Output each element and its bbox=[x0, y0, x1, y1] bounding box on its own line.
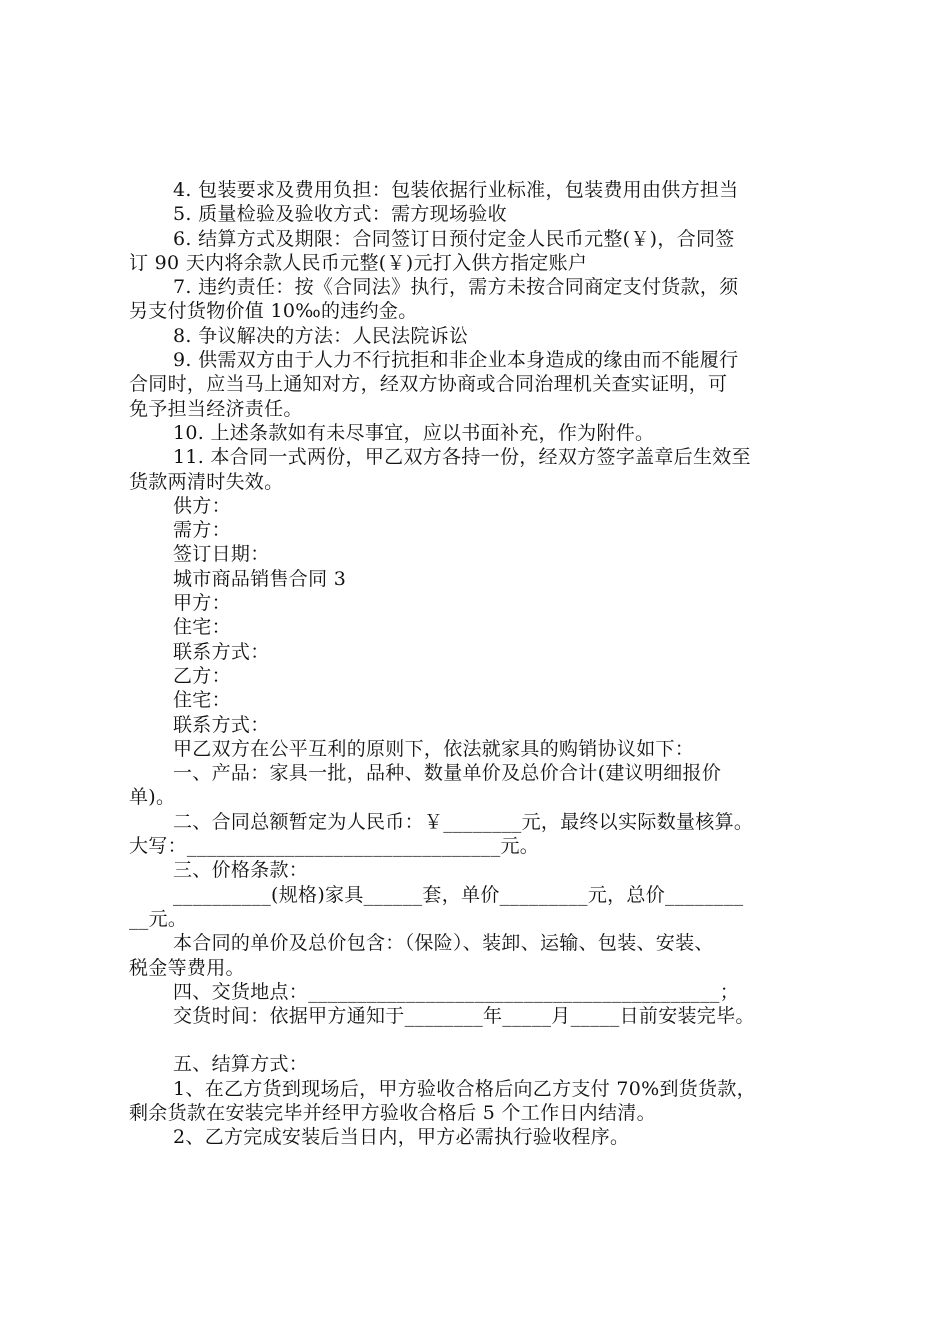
section-3-line-2: __元。 bbox=[129, 907, 188, 930]
settlement-item-2: 2、乙方完成安装后当日内，甲方必需执行验收程序。 bbox=[173, 1126, 630, 1149]
section-3-heading: 三、价格条款： bbox=[173, 859, 309, 882]
section-3-line-1: __________(规格)家具______套，单价_________元，总价________ bbox=[173, 883, 744, 906]
sign-date-label: 签订日期： bbox=[173, 543, 270, 566]
buyer-label: 需方： bbox=[173, 519, 231, 542]
party-b-contact-label: 联系方式： bbox=[173, 713, 270, 736]
party-b-label: 乙方： bbox=[173, 664, 231, 687]
clause-6-line-2: 订 90 天内将余款人民币元整(￥)元打入供方指定账户 bbox=[129, 251, 588, 274]
section-5-heading: 五、结算方式： bbox=[173, 1053, 309, 1076]
party-a-contact-label: 联系方式： bbox=[173, 640, 270, 663]
document-body bbox=[129, 178, 841, 1150]
clause-8: 8. 争议解决的方法：人民法院诉讼 bbox=[173, 324, 469, 347]
clause-5: 5. 质量检验及验收方式：需方现场验收 bbox=[173, 203, 507, 226]
delivery-time: 交货时间：依据甲方通知于________年_____月_____日前安装完毕。 bbox=[173, 1005, 755, 1028]
settlement-item-1-line-2: 剩余货款在安装完毕并经甲方验收合格后 5 个工作日内结清。 bbox=[129, 1101, 656, 1124]
section-4-delivery-place: 四、交货地点：__________________________________________； bbox=[173, 980, 739, 1003]
section-1-line-2: 单)。 bbox=[129, 786, 176, 809]
clause-4: 4. 包装要求及费用负担：包装依据行业标准，包装费用由供方担当 bbox=[173, 179, 739, 201]
clause-11-line-1: 11. 本合同一式两份，甲乙双方各持一份，经双方签字盖章后生效至 bbox=[173, 446, 751, 469]
price-includes-line-1: 本合同的单价及总价包含：（保险）、装卸、运输、包装、安装、 bbox=[173, 932, 714, 955]
clause-10: 10. 上述条款如有未尽事宜，应以书面补充，作为附件。 bbox=[173, 421, 655, 444]
blank-line bbox=[129, 1028, 841, 1052]
clause-7-line-2: 另支付货物价值 10‰的违约金。 bbox=[129, 300, 418, 323]
contract-title: 城市商品销售合同 3 bbox=[173, 567, 347, 590]
price-includes-line-2: 税金等费用。 bbox=[129, 956, 245, 979]
section-2-line-1: 二、合同总额暂定为人民币：￥________元，最终以实际数量核算。 bbox=[173, 810, 754, 833]
section-2-line-2: 大写：________________________________元。 bbox=[129, 835, 540, 858]
clause-11-line-2: 货款两清时失效。 bbox=[129, 470, 284, 493]
party-a-address-label: 住宅： bbox=[173, 616, 231, 639]
clause-9-line-1: 9. 供需双方由于人力不行抗拒和非企业本身造成的缘由而不能履行 bbox=[173, 349, 739, 372]
section-1-line-1: 一、产品：家具一批，品种、数量单价及总价合计(建议明细报价 bbox=[173, 762, 722, 785]
clause-7-line-1: 7. 违约责任：按《合同法》执行，需方未按合同商定支付货款，须 bbox=[173, 276, 739, 299]
party-a-label: 甲方： bbox=[173, 592, 231, 615]
agreement-intro: 甲乙双方在公平互利的原则下，依法就家具的购销协议如下： bbox=[173, 737, 695, 760]
clause-6-line-1: 6. 结算方式及期限：合同签订日预付定金人民币元整(￥)，合同签 bbox=[173, 227, 735, 250]
supplier-label: 供方： bbox=[173, 494, 231, 517]
settlement-item-1-line-1: 1、在乙方货到现场后，甲方验收合格后向乙方支付 70%到货货款， bbox=[173, 1077, 756, 1100]
clause-9-line-3: 免予担当经济责任。 bbox=[129, 397, 303, 420]
clause-9-line-2: 合同时，应当马上通知对方，经双方协商或合同治理机关查实证明，可 bbox=[129, 373, 728, 396]
party-b-address-label: 住宅： bbox=[173, 689, 231, 712]
